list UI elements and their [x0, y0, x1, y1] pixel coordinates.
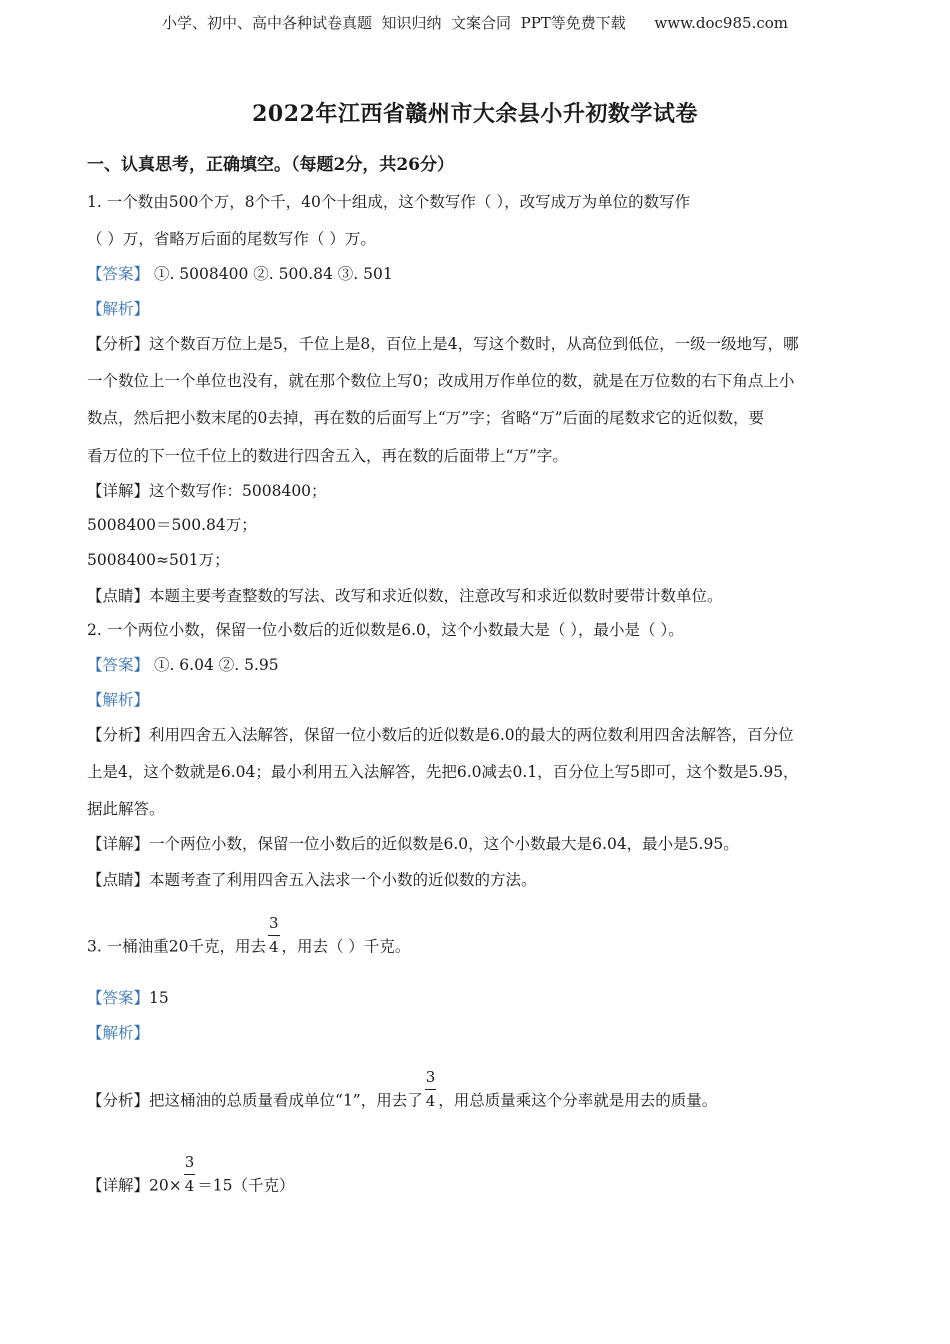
q2-answer-value: ①. 6.04 ②. 5.95 — [149, 656, 279, 674]
q3-detail — [87, 1153, 295, 1206]
q1-detail-line1 — [87, 481, 327, 501]
q2-detail-text: 一个两位小数，保留一位小数后的近似数是6.0，这个小数最大是6.04，最小是5.95。 — [149, 835, 739, 853]
q3-analysis-text-b: ，用总质量乘这个分率就是用去的质量。 — [438, 1091, 718, 1110]
q1-analysis-line4: 看万位的下一位千位上的数进行四舍五入，再在数的后面带上“万”字。 — [87, 447, 568, 465]
q3-detail-text-b: ＝15（千克） — [197, 1176, 295, 1195]
analysis-tag: 【分析】 — [87, 335, 150, 353]
detail-tag: 【详解】 — [87, 835, 150, 853]
q1-point — [87, 586, 723, 606]
q3-stem — [87, 914, 411, 967]
q2-stem: 2. 一个两位小数，保留一位小数后的近似数是6.0，这个小数最大是（ ），最小是（ ）。 — [87, 621, 684, 639]
q2-point-text: 本题考查了利用四舍五入法求一个小数的近似数的方法。 — [149, 871, 537, 889]
q1-stem-line2: （ ）万，省略万后面的尾数写作（ ）万。 — [87, 230, 376, 248]
q3-stem-text-a: 3. 一桶油重20千克，用去 — [87, 937, 266, 956]
q1-analysis-line3: 数点，然后把小数末尾的0去掉，再在数的后面写上“万”字；省略“万”后面的尾数求它的近似数，要 — [87, 409, 765, 427]
fraction-three-quarters — [184, 1155, 196, 1194]
fraction-denominator: 4 — [425, 1092, 436, 1110]
fraction-denominator: 4 — [184, 1177, 195, 1195]
q3-stem-text-b: ，用去（ ）千克。 — [281, 937, 411, 956]
q1-detail-line2: 5008400＝500.84万； — [87, 516, 257, 534]
q2-answer — [87, 655, 279, 675]
fraction-numerator: 3 — [268, 916, 280, 936]
q1-analysis-text1: 这个数百万位上是5，千位上是8，百位上是4，写这个数时，从高位到低位，一级一级地写，哪 — [149, 335, 799, 353]
q1-detail-line3: 5008400≈501万； — [87, 551, 230, 569]
q2-analysis-line1 — [87, 725, 794, 745]
fraction-three-quarters — [425, 1070, 437, 1109]
answer-tag: 【答案】 — [87, 265, 150, 283]
site-header: 小学、初中、高中各种试卷真题 知识归纳 文案合同 PPT等免费下载 www.doc985.com — [161, 14, 788, 32]
q3-answer-value: 15 — [149, 989, 169, 1007]
q1-answer — [87, 264, 393, 284]
q3-answer — [87, 988, 169, 1008]
analysis-tag: 【分析】 — [87, 1091, 150, 1110]
fraction-denominator: 4 — [268, 938, 279, 956]
page-title: 2022年江西省赣州市大余县小升初数学试卷 — [252, 101, 698, 127]
q3-jiexi-tag: 【解析】 — [87, 1024, 150, 1042]
q1-point-text: 本题主要考查整数的写法、改写和求近似数，注意改写和求近似数时要带计数单位。 — [149, 587, 723, 605]
q1-stem-line1: 1. 一个数由500个万，8个千，40个十组成，这个数写作（ ），改写成万为单位的数写作 — [87, 193, 691, 211]
q1-analysis-line1 — [87, 334, 799, 354]
fraction-three-quarters — [268, 916, 280, 955]
detail-tag: 【详解】 — [87, 482, 150, 500]
q1-jiexi-tag: 【解析】 — [87, 300, 150, 318]
q1-analysis-line2: 一个数位上一个单位也没有，就在那个数位上写0；改成用万作单位的数，就是在万位数的右下角点上小 — [87, 372, 795, 390]
detail-tag: 【详解】 — [87, 1176, 150, 1195]
fraction-numerator: 3 — [184, 1155, 196, 1175]
answer-tag: 【答案】 — [87, 989, 150, 1007]
point-tag: 【点睛】 — [87, 587, 150, 605]
point-tag: 【点睛】 — [87, 871, 150, 889]
answer-tag: 【答案】 — [87, 656, 150, 674]
fraction-numerator: 3 — [425, 1070, 437, 1090]
q2-analysis-line2: 上是4，这个数就是6.04；最小利用五入法解答，先把6.0减去0.1，百分位上写5即可，这个数是5.95， — [87, 763, 799, 781]
analysis-tag: 【分析】 — [87, 726, 150, 744]
q3-detail-text-a: 20× — [149, 1176, 182, 1195]
q2-jiexi-tag: 【解析】 — [87, 691, 150, 709]
q2-detail — [87, 834, 739, 854]
q1-detail-text1: 这个数写作：5008400； — [149, 482, 327, 500]
section-heading: 一、认真思考，正确填空。（每题2分，共26分） — [87, 155, 454, 175]
q3-analysis — [87, 1068, 718, 1121]
q1-answer-value: ①. 5008400 ②. 500.84 ③. 501 — [149, 265, 393, 283]
q2-analysis-text1: 利用四舍五入法解答，保留一位小数后的近似数是6.0的最大的两位数利用四舍法解答，百分位 — [149, 726, 794, 744]
q3-analysis-text-a: 把这桶油的总质量看成单位“1”，用去了 — [149, 1091, 423, 1110]
q2-point — [87, 870, 537, 890]
q2-analysis-line3: 据此解答。 — [87, 800, 165, 818]
